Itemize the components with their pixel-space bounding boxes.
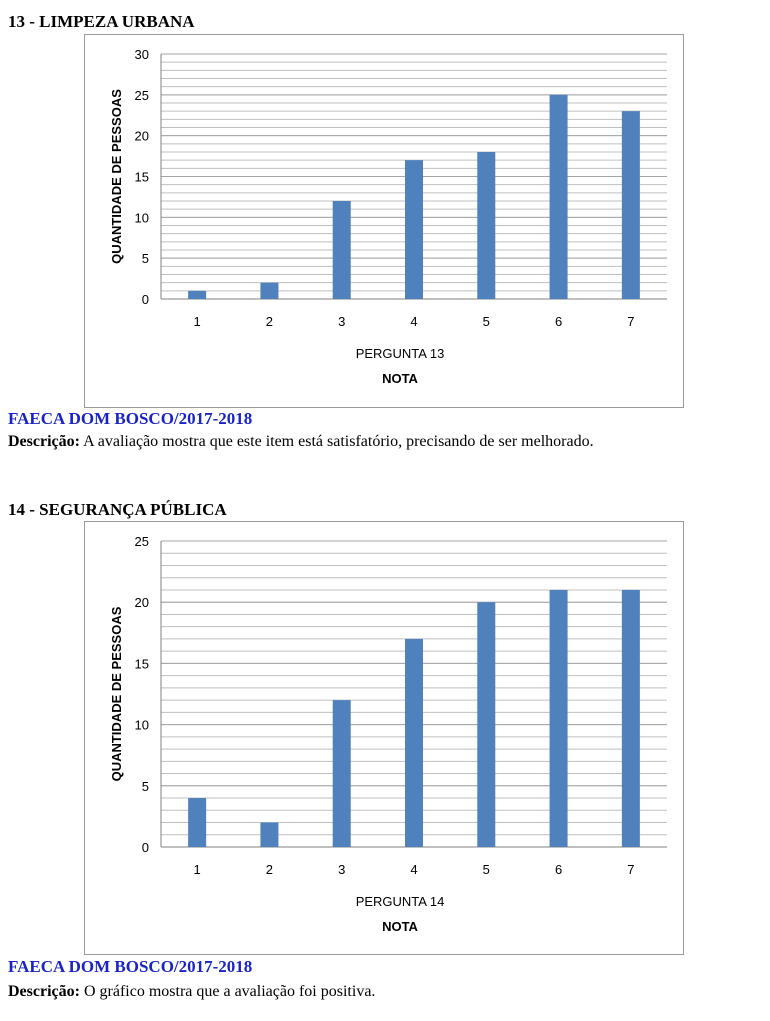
description-text: A avaliação mostra que este item está satisfatório, precisando de ser melhorado.: [83, 433, 594, 450]
y-tick-label: 5: [141, 251, 149, 267]
bar: [188, 291, 206, 299]
bar: [622, 590, 640, 847]
chart-frame: [84, 521, 684, 955]
y-tick-label: 25: [134, 534, 149, 549]
section-title: 13 - LIMPEZA URBANA: [8, 12, 195, 31]
x-tick-label: 5: [482, 314, 490, 329]
y-axis-label: QUANTIDADE DE PESSOAS: [109, 606, 124, 782]
description-label: Descrição:: [8, 983, 80, 1000]
y-tick-label: 25: [134, 87, 149, 103]
y-tick-label: 15: [134, 169, 149, 185]
x-tick-label: 4: [410, 314, 418, 329]
bar: [333, 201, 351, 299]
y-tick-label: 0: [141, 292, 149, 307]
x-tick-label: 6: [554, 862, 563, 877]
source-label: FAECA DOM BOSCO/2017-2018: [8, 957, 253, 976]
bar: [188, 798, 206, 847]
section-title: 14 - SEGURANÇA PÚBLICA: [8, 500, 227, 519]
x-tick-label: 3: [338, 314, 346, 329]
description: [8, 983, 375, 1001]
chart-frame: [84, 34, 684, 408]
y-tick-label: 10: [134, 210, 149, 226]
bar: [260, 823, 278, 847]
x-sublabel: PERGUNTA 14: [355, 894, 445, 909]
y-tick-label: 20: [134, 595, 149, 611]
source-label: FAECA DOM BOSCO/2017-2018: [8, 409, 253, 428]
description-label: Descrição:: [8, 433, 80, 450]
bar: [405, 160, 423, 299]
x-tick-label: 3: [338, 862, 346, 877]
x-tick-label: 4: [410, 862, 418, 877]
x-tick-label: 5: [482, 862, 490, 877]
x-axis-label: NOTA: [382, 919, 418, 934]
x-tick-label: 2: [265, 862, 274, 877]
bar: [477, 602, 495, 847]
description: [8, 433, 594, 451]
y-tick-label: 0: [141, 840, 149, 855]
y-tick-label: 15: [134, 656, 149, 672]
description-text: O gráfico mostra que a avaliação foi positiva.: [83, 983, 376, 1000]
bar: [550, 95, 568, 299]
x-tick-label: 2: [265, 314, 274, 329]
y-tick-label: 30: [134, 47, 149, 62]
bar: [405, 639, 423, 847]
bar: [333, 700, 351, 847]
x-tick-label: 7: [627, 862, 635, 877]
bar: [550, 590, 568, 847]
x-axis-label: NOTA: [382, 371, 418, 386]
x-tick-label: 7: [627, 314, 635, 329]
bar: [260, 283, 278, 299]
y-tick-label: 5: [141, 778, 149, 794]
bar: [622, 111, 640, 299]
y-axis-label: QUANTIDADE DE PESSOAS: [109, 89, 124, 264]
y-tick-label: 10: [134, 717, 149, 733]
x-tick-label: 1: [193, 862, 201, 877]
bar-chart: [85, 522, 683, 954]
bar-chart: [85, 35, 683, 407]
bar: [477, 152, 495, 299]
x-tick-label: 6: [554, 314, 563, 329]
x-sublabel: PERGUNTA 13: [355, 346, 445, 361]
x-tick-label: 1: [193, 314, 201, 329]
y-tick-label: 20: [134, 128, 149, 144]
